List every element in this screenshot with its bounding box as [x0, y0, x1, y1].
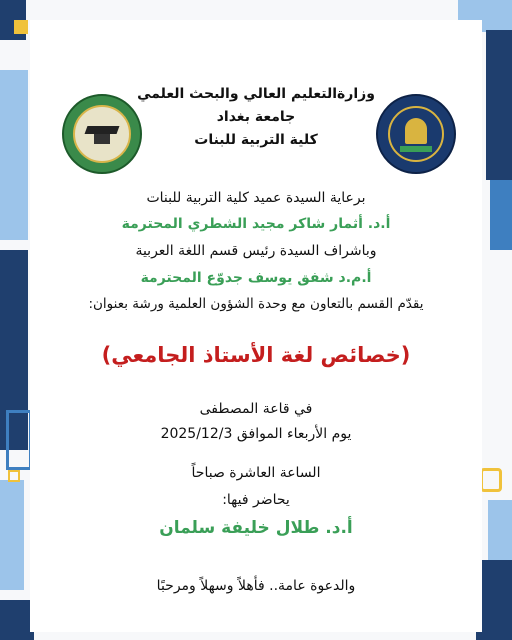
decor-left-navy-bottom [0, 600, 34, 640]
closing-line: والدعوة عامة.. فأهلاً وسهلاً ومرحبًا [156, 578, 356, 594]
college-name: كلية التربية للبنات [194, 132, 318, 148]
decor-right-yellow-square [480, 468, 502, 492]
decor-left-light-block [0, 480, 24, 590]
decor-left-blue-outline [6, 410, 32, 470]
announcement-line: يقدّم القسم بالتعاون مع وحدة الشؤون العلمية ورشة بعنوان: [88, 296, 424, 312]
lecturer-name: أ.د. طلال خليفة سلمان [159, 518, 353, 538]
department-head-name: أ.م.د شفق يوسف جدوّع المحترمة [140, 270, 372, 286]
university-name: جامعة بغداد [216, 109, 296, 125]
decor-right-navy [486, 30, 512, 180]
time-line: الساعة العاشرة صباحاً [191, 465, 321, 481]
venue-line: في قاعة المصطفى [199, 401, 313, 417]
decor-right-blue [490, 180, 512, 250]
dean-name: أ.د. أثمار شاكر مجيد الشطري المحترمة [121, 216, 391, 232]
supervision-line: وباشراف السيدة رئيس قسم اللغة العربية [135, 243, 377, 259]
decor-left-light-blue [0, 70, 28, 240]
lecturer-label: يحاضر فيها: [222, 492, 290, 508]
date-line: يوم الأربعاء الموافق 2025/12/3 [160, 426, 352, 442]
patronage-line: برعاية السيدة عميد كلية التربية للبنات [146, 190, 366, 206]
workshop-title: (خصائص لغة الأستاذ الجامعي) [101, 343, 411, 367]
decor-left-yellow-bottom [8, 470, 20, 482]
ministry-name: وزارةالتعليم العالي والبحث العلمي [137, 86, 375, 102]
decor-top-left-yellow [14, 20, 28, 34]
